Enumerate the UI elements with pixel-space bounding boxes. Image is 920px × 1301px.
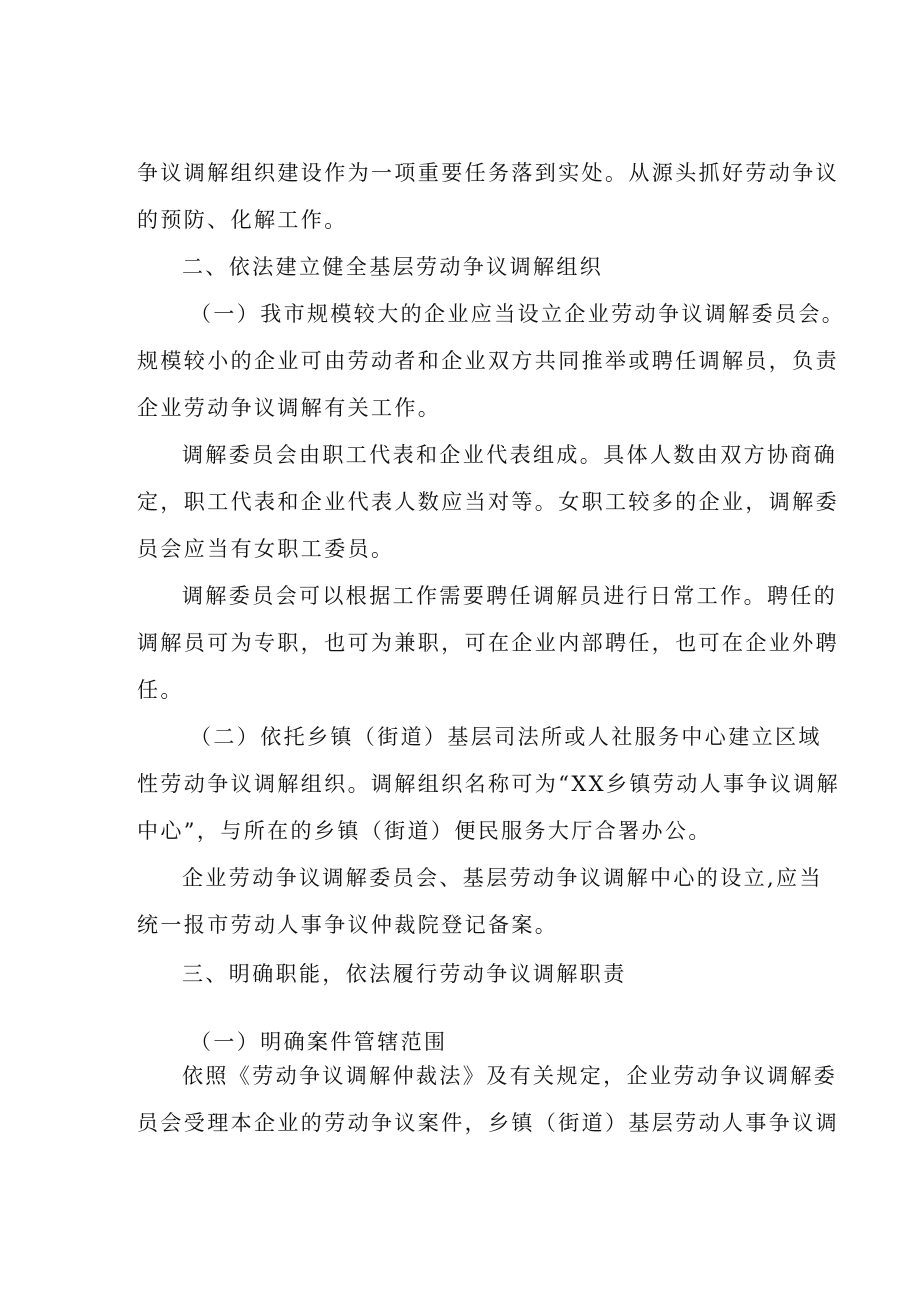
paragraph-line: 员会受理本企业的劳动争议案件，乡镇（街道）基层劳动人事争议调 xyxy=(137,1111,839,1135)
paragraph-line: （一）我市规模较大的企业应当设立企业劳动争议调解委员会。 xyxy=(190,302,846,326)
paragraph-line: 性劳动争议调解组织。调解组织名称可为“XX乡镇劳动人事争议调解 xyxy=(137,772,841,796)
paragraph-line: 任。 xyxy=(137,678,184,702)
paragraph-line: 企业劳动争议调解委员会、基层劳动争议调解中心的设立,应当 xyxy=(182,866,823,890)
paragraph-line: 争议调解组织建设作为一项重要任务落到实处。从源头抓好劳动争议 xyxy=(137,161,839,185)
paragraph-line: 企业劳动争议调解有关工作。 xyxy=(137,396,442,420)
paragraph-line: 规模较小的企业可由劳动者和企业双方共同推举或聘任调解员，负责 xyxy=(137,349,839,373)
paragraph-line: 员会应当有女职工委员。 xyxy=(137,537,395,561)
paragraph-line: 的预防、化解工作。 xyxy=(137,208,348,232)
section-heading-2: 二、依法建立健全基层劳动争议调解组织 xyxy=(182,255,604,279)
section-heading-3: 三、明确职能，依法履行劳动争议调解职责 xyxy=(182,962,627,986)
paragraph-line: 调解员可为专职，也可为兼职，可在企业内部聘任，也可在企业外聘 xyxy=(137,631,839,655)
paragraph-line: 调解委员会由职工代表和企业代表组成。具体人数由双方协商确 xyxy=(182,443,838,467)
paragraph-line: 中心”，与所在的乡镇（街道）便民服务大厅合署办公。 xyxy=(137,819,712,843)
paragraph-line: 依照《劳动争议调解仲裁法》及有关规定，企业劳动争议调解委 xyxy=(182,1064,838,1088)
paragraph-line: 统一报市劳动人事争议仲裁院登记备案。 xyxy=(137,913,559,937)
paragraph-line: 调解委员会可以根据工作需要聘任调解员进行日常工作。聘任的 xyxy=(182,584,838,608)
subsection-heading: （一）明确案件管辖范围 xyxy=(190,1030,448,1054)
paragraph-line: （二）依托乡镇（街道）基层司法所或人社服务中心建立区域 xyxy=(190,725,822,749)
paragraph-line: 定，职工代表和企业代表人数应当对等。女职工较多的企业，调解委 xyxy=(137,490,839,514)
